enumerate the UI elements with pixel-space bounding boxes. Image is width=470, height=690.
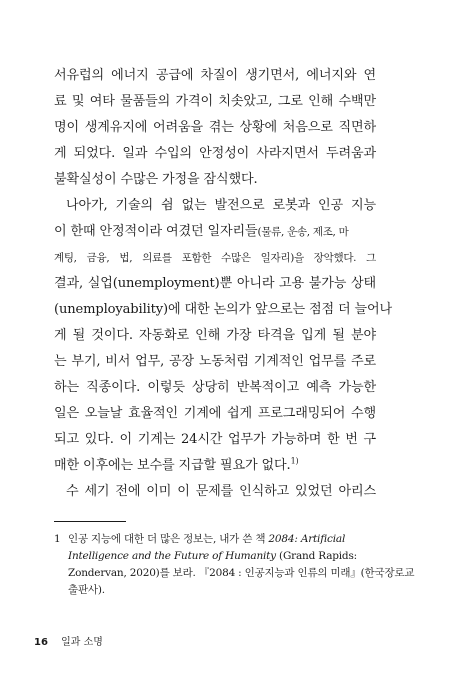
body-text-line: [54, 249, 376, 267]
body-text-line: 료 및 여타 물품들의 가격이 치솟았고, 그로 인해 수백만: [54, 94, 376, 109]
footnote-line: [68, 548, 376, 564]
body-text-line: 하는 직종이다. 이렇듯 상당히 반복적이고 예측 가능한: [54, 380, 376, 395]
body-text-line: (unemployability)에 대한 논의가 앞으로는 점점 더 늘어나: [54, 302, 393, 317]
page-footer: [34, 636, 103, 650]
body-text-line: 나아가, 기술의 쉼 없는 발전으로 로봇과 인공 지능: [66, 198, 376, 213]
body-text-small-segment: 계팅, 금융, 법, 의료를 포함한 수많은 일자리)을 장악했다. 그: [54, 252, 376, 264]
body-text-small-insert: (물류, 운송, 제조, 마: [257, 226, 349, 238]
page-number: 16: [34, 637, 48, 648]
footnote-line: 출판사).: [68, 584, 105, 596]
body-text-line: [54, 457, 376, 475]
running-title: 일과 소명: [61, 637, 103, 648]
footnote-line: Zondervan, 2020)를 보라. 『2084 : 인공지능과 인류의 미래』(한국장로교: [68, 567, 415, 579]
body-text-line: 결과, 실업(unemployment)뿐 아니라 고용 불가능 상태: [54, 276, 376, 291]
footnote-line: [68, 531, 376, 547]
body-text-line: [54, 223, 376, 241]
body-text-line: 는 부기, 비서 업무, 공장 노동처럼 기계적인 업무를 주로: [54, 354, 376, 369]
footnote-book-title: 2084: Artificial: [268, 533, 346, 545]
footnote-book-title: Intelligence and the Future of Humanity: [68, 550, 276, 562]
body-text-line: 불확실성이 수많은 가정을 잠식했다.: [54, 172, 258, 187]
body-text-line: 게 될 것이다. 자동화로 인해 가장 타격을 입게 될 분야: [54, 328, 376, 343]
body-text-line: 되고 있다. 이 기계는 24시간 업무가 가능하며 한 번 구: [54, 432, 376, 447]
footnote-text: (Grand Rapids:: [275, 550, 357, 562]
body-text-line: 수 세기 전에 이미 이 문제를 인식하고 있었던 아리스: [66, 484, 376, 499]
body-text-segment: 이 한때 안정적이라 여겼던 일자리들: [54, 224, 258, 239]
body-text-segment: 매한 이후에는 보수를 지급할 필요가 없다.: [54, 458, 291, 473]
footnote-divider: [54, 521, 126, 522]
body-text-line: 명이 생계유지에 어려움을 겪는 상황에 처음으로 직면하: [54, 120, 376, 135]
body-text-line: 서유럽의 에너지 공급에 차질이 생기면서, 에너지와 연: [54, 68, 376, 83]
footnote-text: 인공 지능에 대한 더 많은 정보는, 내가 쓴 책: [68, 533, 269, 545]
footnote-number: 1: [54, 533, 61, 545]
body-text-line: 게 되었다. 일과 수입의 안정성이 사라지면서 두려움과: [54, 146, 376, 161]
body-text-line: 일은 오늘날 효율적인 기계에 쉽게 프로그래밍되어 수행: [54, 406, 376, 421]
footnote-reference-marker[interactable]: 1): [290, 456, 299, 466]
